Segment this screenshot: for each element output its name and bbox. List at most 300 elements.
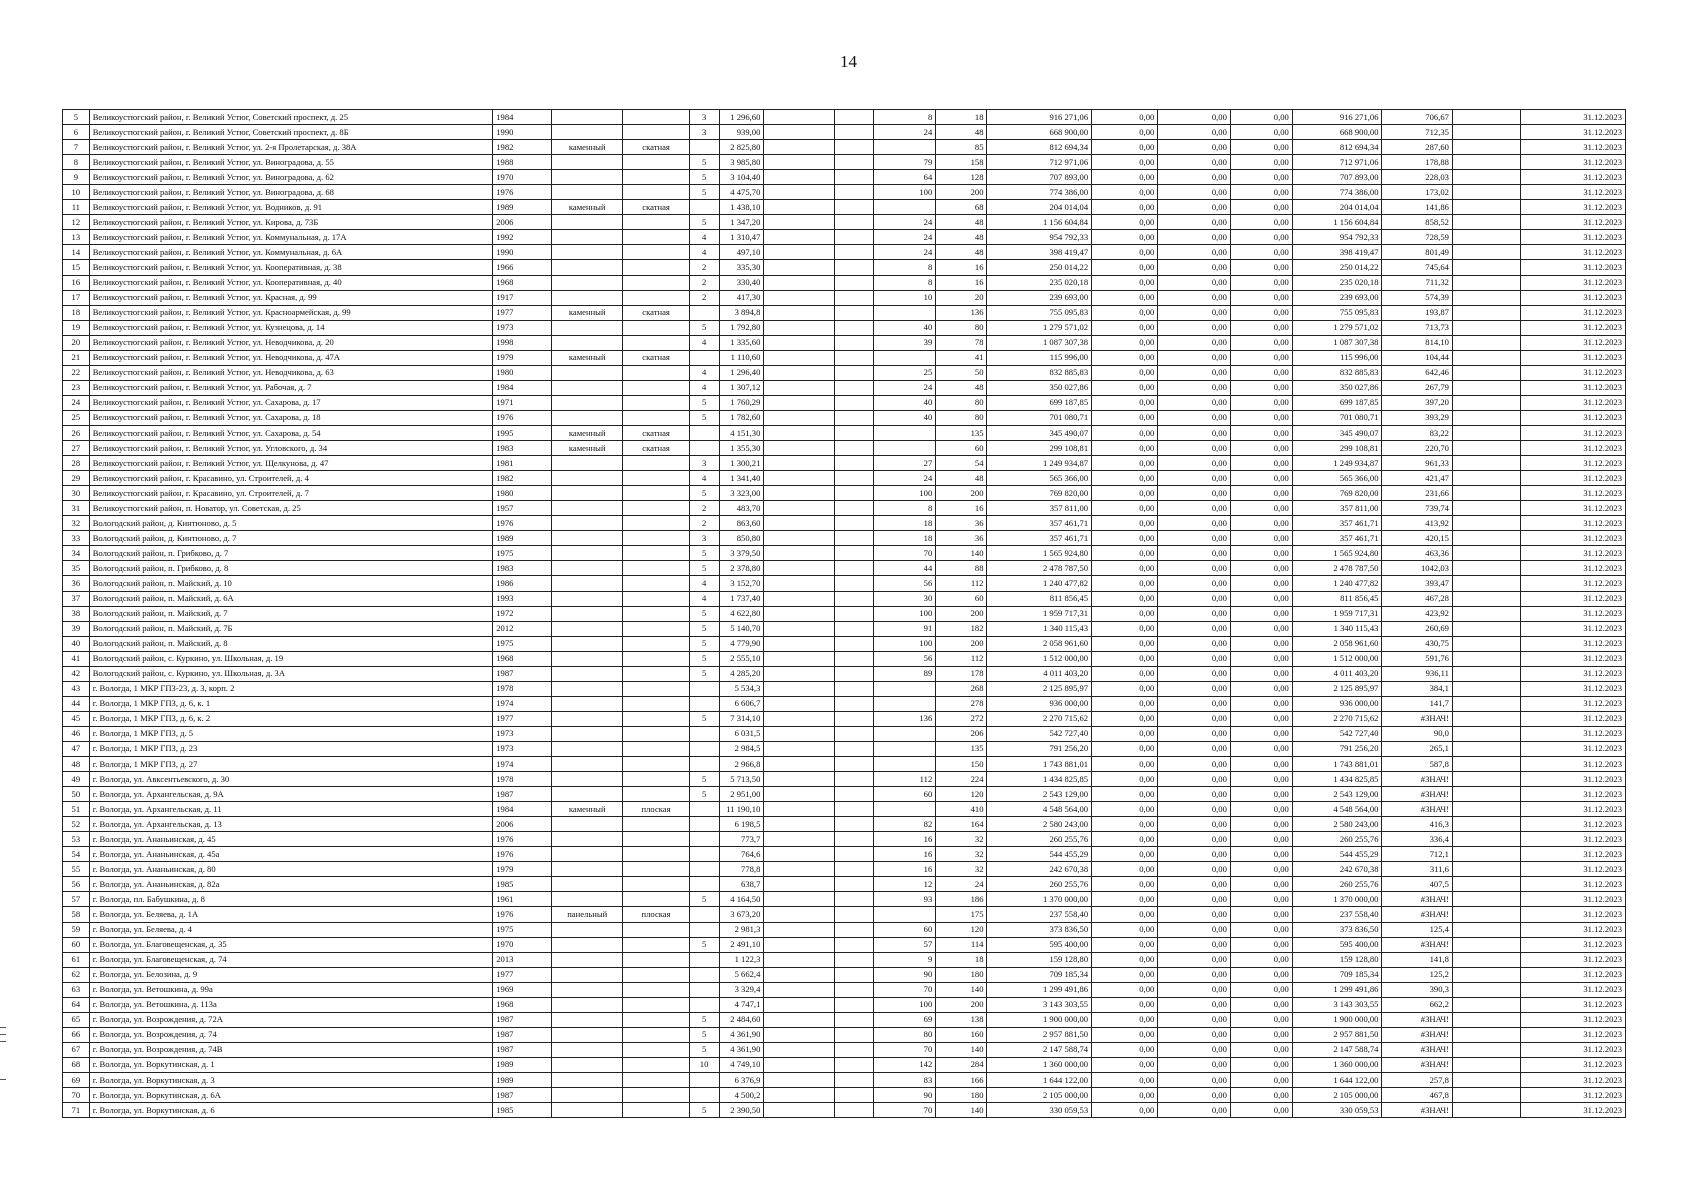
- cell-wall-material: [551, 576, 623, 591]
- scan-edge-mark: [0, 1027, 6, 1028]
- cell-col-11: 200: [936, 185, 987, 200]
- cell-col-18: [1452, 1042, 1520, 1057]
- cell-col-18: [1452, 335, 1520, 350]
- cell-col-11: 112: [936, 651, 987, 666]
- cell-address: г. Вологда, 1 МКР ГПЗ, д. 5: [89, 726, 493, 741]
- cell-cost-total: 239 693,00: [987, 290, 1092, 305]
- cell-fund-federal: 0,00: [1092, 200, 1158, 215]
- cell-col-8: [764, 425, 834, 440]
- table-row: [63, 260, 1626, 275]
- cell-floors: 4: [689, 576, 719, 591]
- cell-row-number: 18: [63, 305, 90, 320]
- cell-fund-owners: 235 020,18: [1292, 275, 1382, 290]
- cell-address: г. Вологда, пл. Бабушкина, д. 8: [89, 892, 493, 907]
- cell-fund-regional: 0,00: [1158, 787, 1231, 802]
- cell-completion-date: 31.12.2023: [1521, 1042, 1626, 1057]
- cell-col-11: 284: [936, 1057, 987, 1072]
- cell-col-18: [1452, 636, 1520, 651]
- cell-col-9: [834, 350, 874, 365]
- cell-year-built: 1979: [493, 350, 552, 365]
- cell-area: 1 737,40: [719, 591, 764, 606]
- cell-completion-date: 31.12.2023: [1521, 606, 1626, 621]
- cell-year-built: 1974: [493, 757, 552, 772]
- cell-fund-local: 0,00: [1230, 501, 1292, 516]
- cell-roof-type: [623, 125, 689, 140]
- cell-cost-total: 832 885,83: [987, 365, 1092, 380]
- cell-col-11: 268: [936, 681, 987, 696]
- cell-col-8: [764, 696, 834, 711]
- cell-year-built: 1989: [493, 200, 552, 215]
- cell-col-18: [1452, 787, 1520, 802]
- cell-row-number: 68: [63, 1057, 90, 1072]
- cell-address: Великоустюгский район, г. Красавино, ул. Строителей, д. 4: [89, 471, 493, 486]
- cell-col-10: [874, 681, 936, 696]
- cell-wall-material: [551, 395, 623, 410]
- cell-wall-material: [551, 621, 623, 636]
- cell-area: 1 122,3: [719, 952, 764, 967]
- cell-address: Великоустюгский район, г. Великий Устюг, ул. Виноградова, д. 62: [89, 170, 493, 185]
- cell-cost-total: 398 419,47: [987, 245, 1092, 260]
- cell-row-number: 13: [63, 230, 90, 245]
- cell-col-9: [834, 696, 874, 711]
- cell-col-9: [834, 275, 874, 290]
- cell-fund-regional: 0,00: [1158, 1012, 1231, 1027]
- cell-row-number: 5: [63, 110, 90, 125]
- cell-fund-regional: 0,00: [1158, 817, 1231, 832]
- cell-fund-local: 0,00: [1230, 350, 1292, 365]
- cell-fund-federal: 0,00: [1092, 651, 1158, 666]
- cell-fund-local: 0,00: [1230, 546, 1292, 561]
- cell-fund-regional: 0,00: [1158, 997, 1231, 1012]
- cell-roof-type: [623, 1027, 689, 1042]
- cell-col-18: [1452, 666, 1520, 681]
- table-row: [63, 847, 1626, 862]
- cell-roof-type: [623, 365, 689, 380]
- cell-fund-federal: 0,00: [1092, 997, 1158, 1012]
- cell-year-built: 1966: [493, 260, 552, 275]
- cell-fund-owners: 544 455,29: [1292, 847, 1382, 862]
- cell-floors: 5: [689, 1042, 719, 1057]
- cell-fund-local: 0,00: [1230, 365, 1292, 380]
- cell-col-18: [1452, 772, 1520, 787]
- cell-col-18: [1452, 185, 1520, 200]
- cell-cost-total: 299 108,81: [987, 441, 1092, 456]
- cell-fund-local: 0,00: [1230, 215, 1292, 230]
- cell-address: Вологодский район, д. Кинтюново, д. 7: [89, 531, 493, 546]
- cell-year-built: 1973: [493, 320, 552, 335]
- table-row: [63, 140, 1626, 155]
- cell-area: 778,8: [719, 862, 764, 877]
- cell-fund-local: 0,00: [1230, 892, 1292, 907]
- cell-cost-total: 1 240 477,82: [987, 576, 1092, 591]
- cell-unit-cost: 1042,03: [1382, 561, 1452, 576]
- cell-fund-local: 0,00: [1230, 1057, 1292, 1072]
- cell-col-8: [764, 441, 834, 456]
- cell-address: Великоустюгский район, г. Великий Устюг, ул. Виноградова, д. 55: [89, 155, 493, 170]
- cell-col-9: [834, 892, 874, 907]
- cell-col-10: 70: [874, 1042, 936, 1057]
- cell-unit-cost: 801,49: [1382, 245, 1452, 260]
- cell-col-9: [834, 260, 874, 275]
- cell-wall-material: [551, 847, 623, 862]
- cell-cost-total: 2 058 961,60: [987, 636, 1092, 651]
- cell-fund-owners: 2 058 961,60: [1292, 636, 1382, 651]
- cell-col-18: [1452, 215, 1520, 230]
- cell-col-10: [874, 350, 936, 365]
- cell-col-9: [834, 320, 874, 335]
- cell-col-9: [834, 546, 874, 561]
- cell-year-built: 1981: [493, 456, 552, 471]
- cell-col-18: [1452, 456, 1520, 471]
- cell-fund-federal: 0,00: [1092, 952, 1158, 967]
- cell-col-8: [764, 230, 834, 245]
- table-row: [63, 967, 1626, 982]
- cell-floors: 4: [689, 365, 719, 380]
- cell-fund-regional: 0,00: [1158, 275, 1231, 290]
- cell-fund-local: 0,00: [1230, 772, 1292, 787]
- cell-roof-type: [623, 155, 689, 170]
- cell-col-9: [834, 606, 874, 621]
- cell-col-18: [1452, 531, 1520, 546]
- table-row: [63, 125, 1626, 140]
- cell-year-built: 1987: [493, 1042, 552, 1057]
- cell-fund-regional: 0,00: [1158, 1042, 1231, 1057]
- cell-wall-material: [551, 892, 623, 907]
- cell-fund-local: 0,00: [1230, 591, 1292, 606]
- cell-col-11: 136: [936, 305, 987, 320]
- cell-col-8: [764, 335, 834, 350]
- cell-roof-type: [623, 817, 689, 832]
- cell-row-number: 49: [63, 772, 90, 787]
- table-row: [63, 757, 1626, 772]
- cell-fund-federal: 0,00: [1092, 726, 1158, 741]
- cell-col-11: 20: [936, 290, 987, 305]
- cell-wall-material: [551, 456, 623, 471]
- cell-col-10: 91: [874, 621, 936, 636]
- cell-unit-cost: #ЗНАЧ!: [1382, 711, 1452, 726]
- cell-year-built: 1987: [493, 666, 552, 681]
- table-row: [63, 546, 1626, 561]
- cell-fund-federal: 0,00: [1092, 260, 1158, 275]
- cell-col-10: 100: [874, 997, 936, 1012]
- cell-col-11: 32: [936, 847, 987, 862]
- cell-address: Великоустюгский район, г. Великий Устюг, ул. Угловского, д. 34: [89, 441, 493, 456]
- cell-completion-date: 31.12.2023: [1521, 471, 1626, 486]
- cell-fund-federal: 0,00: [1092, 847, 1158, 862]
- cell-completion-date: 31.12.2023: [1521, 185, 1626, 200]
- cell-cost-total: 1 959 717,31: [987, 606, 1092, 621]
- cell-area: 1 355,30: [719, 441, 764, 456]
- cell-col-10: 24: [874, 471, 936, 486]
- cell-address: Великоустюгский район, г. Великий Устюг, ул. Неводчикова, д. 63: [89, 365, 493, 380]
- cell-year-built: 1957: [493, 501, 552, 516]
- cell-col-10: 40: [874, 395, 936, 410]
- cell-fund-federal: 0,00: [1092, 320, 1158, 335]
- cell-row-number: 66: [63, 1027, 90, 1042]
- cell-col-18: [1452, 170, 1520, 185]
- cell-col-8: [764, 561, 834, 576]
- cell-address: г. Вологда, ул. Архангельская, д. 13: [89, 817, 493, 832]
- cell-address: Великоустюгский район, г. Великий Устюг, ул. Неводчикова, д. 20: [89, 335, 493, 350]
- cell-fund-owners: 299 108,81: [1292, 441, 1382, 456]
- cell-row-number: 16: [63, 275, 90, 290]
- cell-area: 1 300,21: [719, 456, 764, 471]
- cell-roof-type: [623, 516, 689, 531]
- cell-col-18: [1452, 997, 1520, 1012]
- table-row: [63, 1027, 1626, 1042]
- cell-unit-cost: #ЗНАЧ!: [1382, 1027, 1452, 1042]
- cell-floors: 5: [689, 410, 719, 425]
- cell-fund-regional: 0,00: [1158, 1073, 1231, 1088]
- cell-col-18: [1452, 140, 1520, 155]
- cell-roof-type: [623, 215, 689, 230]
- cell-year-built: 1989: [493, 1073, 552, 1088]
- table-row: [63, 275, 1626, 290]
- cell-fund-regional: 0,00: [1158, 591, 1231, 606]
- cell-completion-date: 31.12.2023: [1521, 757, 1626, 772]
- cell-floors: 4: [689, 591, 719, 606]
- cell-roof-type: [623, 952, 689, 967]
- cell-fund-owners: 565 366,00: [1292, 471, 1382, 486]
- cell-address: г. Вологда, ул. Ананьинская, д. 80: [89, 862, 493, 877]
- cell-cost-total: 115 996,00: [987, 350, 1092, 365]
- cell-wall-material: [551, 561, 623, 576]
- cell-row-number: 53: [63, 832, 90, 847]
- cell-row-number: 21: [63, 350, 90, 365]
- cell-completion-date: 31.12.2023: [1521, 772, 1626, 787]
- cell-unit-cost: 141,8: [1382, 952, 1452, 967]
- cell-col-11: 128: [936, 170, 987, 185]
- cell-col-18: [1452, 290, 1520, 305]
- cell-wall-material: [551, 651, 623, 666]
- cell-col-11: 36: [936, 531, 987, 546]
- cell-year-built: 1992: [493, 230, 552, 245]
- cell-roof-type: [623, 531, 689, 546]
- cell-unit-cost: 220,70: [1382, 441, 1452, 456]
- cell-row-number: 71: [63, 1103, 90, 1118]
- cell-area: 3 104,40: [719, 170, 764, 185]
- cell-fund-local: 0,00: [1230, 666, 1292, 681]
- cell-col-11: 140: [936, 1042, 987, 1057]
- cell-col-18: [1452, 1088, 1520, 1103]
- cell-roof-type: плоская: [623, 802, 689, 817]
- cell-floors: 5: [689, 320, 719, 335]
- table-row: [63, 395, 1626, 410]
- cell-col-11: 206: [936, 726, 987, 741]
- cell-col-18: [1452, 380, 1520, 395]
- cell-address: Великоустюгский район, г. Великий Устюг, ул. Кооперативная, д. 40: [89, 275, 493, 290]
- cell-col-8: [764, 892, 834, 907]
- cell-fund-federal: 0,00: [1092, 787, 1158, 802]
- cell-col-11: 114: [936, 937, 987, 952]
- cell-floors: [689, 696, 719, 711]
- cell-row-number: 62: [63, 967, 90, 982]
- table-row: [63, 230, 1626, 245]
- cell-fund-local: 0,00: [1230, 726, 1292, 741]
- table-row: [63, 576, 1626, 591]
- cell-year-built: 1990: [493, 125, 552, 140]
- cell-col-18: [1452, 365, 1520, 380]
- cell-year-built: 1983: [493, 561, 552, 576]
- cell-col-9: [834, 997, 874, 1012]
- cell-unit-cost: 416,3: [1382, 817, 1452, 832]
- cell-address: Великоустюгский район, г. Великий Устюг, ул. Сахарова, д. 18: [89, 410, 493, 425]
- cell-area: 4 151,30: [719, 425, 764, 440]
- cell-col-9: [834, 726, 874, 741]
- cell-col-10: 8: [874, 501, 936, 516]
- cell-fund-owners: 250 014,22: [1292, 260, 1382, 275]
- cell-col-8: [764, 817, 834, 832]
- cell-fund-regional: 0,00: [1158, 441, 1231, 456]
- cell-wall-material: [551, 997, 623, 1012]
- cell-fund-local: 0,00: [1230, 832, 1292, 847]
- cell-fund-local: 0,00: [1230, 651, 1292, 666]
- cell-fund-local: 0,00: [1230, 456, 1292, 471]
- cell-col-11: 200: [936, 997, 987, 1012]
- cell-fund-local: 0,00: [1230, 380, 1292, 395]
- cell-fund-regional: 0,00: [1158, 531, 1231, 546]
- cell-floors: [689, 681, 719, 696]
- cell-completion-date: 31.12.2023: [1521, 741, 1626, 756]
- cell-floors: [689, 817, 719, 832]
- cell-col-10: 112: [874, 772, 936, 787]
- cell-col-10: 25: [874, 365, 936, 380]
- table-row: [63, 636, 1626, 651]
- cell-fund-owners: 1 900 000,00: [1292, 1012, 1382, 1027]
- cell-col-9: [834, 1073, 874, 1088]
- cell-cost-total: 812 694,34: [987, 140, 1092, 155]
- cell-col-8: [764, 140, 834, 155]
- cell-col-10: [874, 802, 936, 817]
- cell-completion-date: 31.12.2023: [1521, 666, 1626, 681]
- cell-col-18: [1452, 877, 1520, 892]
- cell-wall-material: [551, 546, 623, 561]
- cell-row-number: 42: [63, 666, 90, 681]
- cell-col-18: [1452, 350, 1520, 365]
- cell-cost-total: 2 125 895,97: [987, 681, 1092, 696]
- cell-floors: 4: [689, 471, 719, 486]
- cell-address: Вологодский район, п. Майский, д. 6А: [89, 591, 493, 606]
- cell-fund-owners: 2 105 000,00: [1292, 1088, 1382, 1103]
- cell-col-8: [764, 651, 834, 666]
- cell-completion-date: 31.12.2023: [1521, 456, 1626, 471]
- cell-roof-type: [623, 501, 689, 516]
- table-row: [63, 997, 1626, 1012]
- cell-row-number: 9: [63, 170, 90, 185]
- cell-address: Вологодский район, п. Грибково, д. 8: [89, 561, 493, 576]
- cell-address: Великоустюгский район, г. Великий Устюг, ул. Виноградова, д. 68: [89, 185, 493, 200]
- cell-col-11: 80: [936, 320, 987, 335]
- cell-area: 2 378,80: [719, 561, 764, 576]
- cell-area: 3 894,8: [719, 305, 764, 320]
- cell-col-11: 140: [936, 546, 987, 561]
- cell-cost-total: 373 836,50: [987, 922, 1092, 937]
- cell-fund-local: 0,00: [1230, 711, 1292, 726]
- cell-year-built: 1968: [493, 651, 552, 666]
- cell-fund-federal: 0,00: [1092, 681, 1158, 696]
- cell-col-10: [874, 907, 936, 922]
- cell-area: 335,30: [719, 260, 764, 275]
- cell-fund-regional: 0,00: [1158, 847, 1231, 862]
- cell-floors: 3: [689, 456, 719, 471]
- cell-completion-date: 31.12.2023: [1521, 230, 1626, 245]
- cell-cost-total: 345 490,07: [987, 425, 1092, 440]
- cell-floors: 5: [689, 1027, 719, 1042]
- cell-area: 6 198,5: [719, 817, 764, 832]
- cell-fund-regional: 0,00: [1158, 365, 1231, 380]
- cell-floors: 5: [689, 892, 719, 907]
- cell-unit-cost: 712,35: [1382, 125, 1452, 140]
- cell-fund-federal: 0,00: [1092, 471, 1158, 486]
- table-row: [63, 877, 1626, 892]
- cell-completion-date: 31.12.2023: [1521, 245, 1626, 260]
- cell-address: Вологодский район, д. Кинтюново, д. 5: [89, 516, 493, 531]
- cell-row-number: 36: [63, 576, 90, 591]
- cell-col-11: 48: [936, 471, 987, 486]
- cell-unit-cost: 173,02: [1382, 185, 1452, 200]
- cell-cost-total: 330 059,53: [987, 1103, 1092, 1118]
- cell-completion-date: 31.12.2023: [1521, 200, 1626, 215]
- cell-roof-type: скатная: [623, 140, 689, 155]
- cell-fund-regional: 0,00: [1158, 982, 1231, 997]
- cell-wall-material: [551, 711, 623, 726]
- cell-row-number: 6: [63, 125, 90, 140]
- cell-fund-federal: 0,00: [1092, 335, 1158, 350]
- cell-roof-type: [623, 772, 689, 787]
- table-row: [63, 591, 1626, 606]
- cell-completion-date: 31.12.2023: [1521, 1012, 1626, 1027]
- cell-fund-federal: 0,00: [1092, 741, 1158, 756]
- cell-fund-local: 0,00: [1230, 561, 1292, 576]
- cell-wall-material: [551, 1057, 623, 1072]
- cell-cost-total: 357 461,71: [987, 531, 1092, 546]
- cell-col-8: [764, 711, 834, 726]
- cell-completion-date: 31.12.2023: [1521, 1088, 1626, 1103]
- cell-floors: 3: [689, 110, 719, 125]
- cell-floors: 4: [689, 245, 719, 260]
- cell-row-number: 52: [63, 817, 90, 832]
- cell-area: 4 622,80: [719, 606, 764, 621]
- cell-fund-federal: 0,00: [1092, 606, 1158, 621]
- cell-roof-type: скатная: [623, 425, 689, 440]
- cell-fund-local: 0,00: [1230, 636, 1292, 651]
- cell-fund-owners: 936 000,00: [1292, 696, 1382, 711]
- cell-col-18: [1452, 275, 1520, 290]
- cell-year-built: 1993: [493, 591, 552, 606]
- table-row: [63, 561, 1626, 576]
- cell-col-18: [1452, 155, 1520, 170]
- cell-col-8: [764, 1027, 834, 1042]
- cell-col-18: [1452, 937, 1520, 952]
- cell-roof-type: [623, 681, 689, 696]
- cell-unit-cost: 267,79: [1382, 380, 1452, 395]
- cell-col-11: 48: [936, 380, 987, 395]
- cell-fund-federal: 0,00: [1092, 140, 1158, 155]
- cell-row-number: 65: [63, 1012, 90, 1027]
- cell-area: 773,7: [719, 832, 764, 847]
- cell-fund-regional: 0,00: [1158, 395, 1231, 410]
- cell-floors: 5: [689, 561, 719, 576]
- cell-area: 3 985,80: [719, 155, 764, 170]
- cell-col-8: [764, 1088, 834, 1103]
- cell-col-9: [834, 425, 874, 440]
- table-row: [63, 335, 1626, 350]
- cell-unit-cost: 421,47: [1382, 471, 1452, 486]
- cell-col-9: [834, 155, 874, 170]
- cell-fund-local: 0,00: [1230, 200, 1292, 215]
- cell-col-10: 8: [874, 260, 936, 275]
- cell-fund-owners: 1 340 115,43: [1292, 621, 1382, 636]
